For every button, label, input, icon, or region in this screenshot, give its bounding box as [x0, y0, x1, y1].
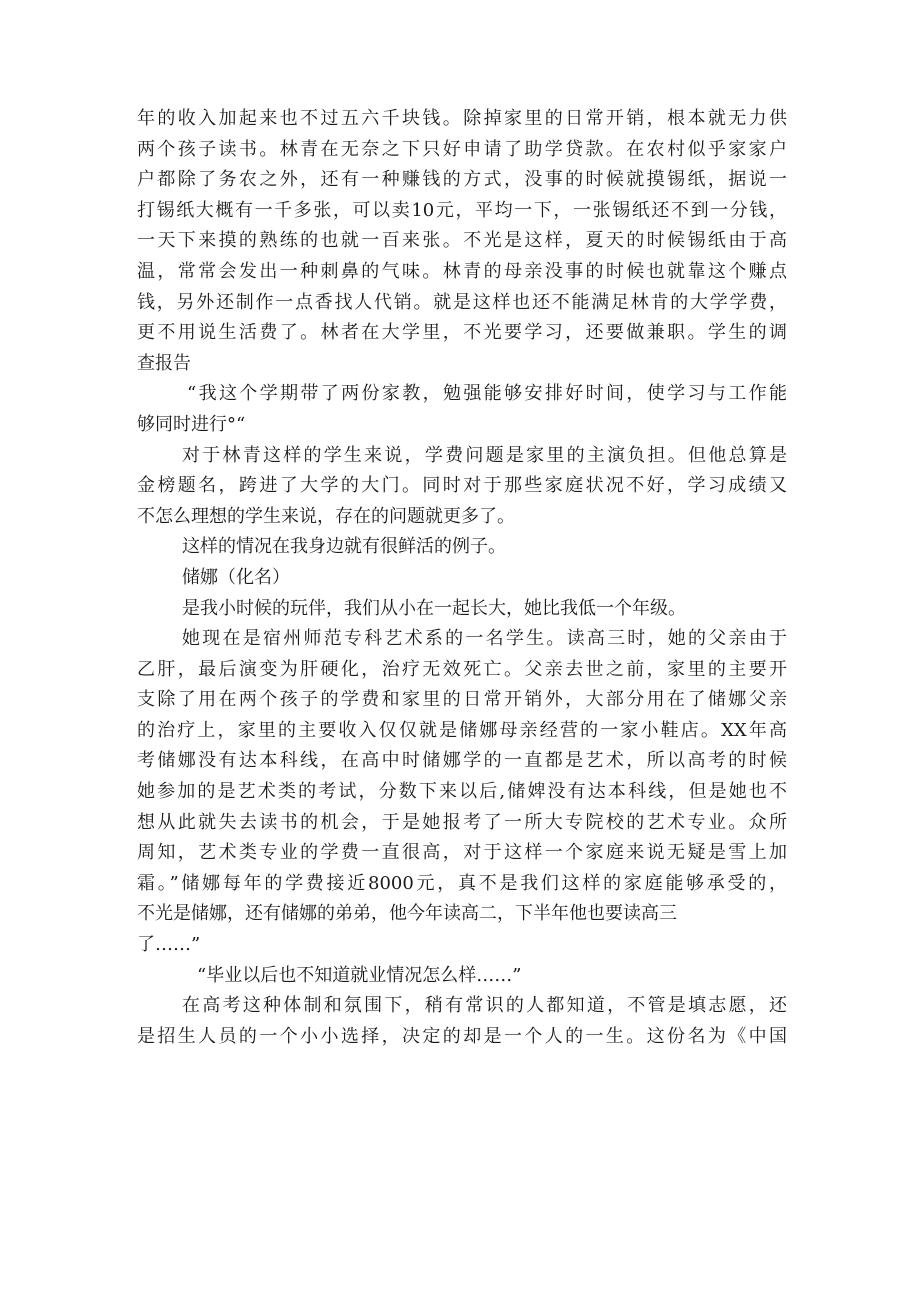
- text-line: 打锡纸大概有一千多张，可以卖10元，平均一下，一张锡纸还不到一分钱，: [137, 199, 787, 221]
- text-line: 够同时进行°“: [137, 413, 246, 435]
- text-line: 了……”: [137, 934, 201, 956]
- text-line: 是我小时候的玩伴，我们从小在一起长大，她比我低一个年级。: [182, 597, 686, 619]
- text-line: 在高考这种体制和氛围下，稍有常识的人都知道，不管是填志愿，还: [182, 995, 787, 1017]
- text-line: 金榜题名，跨进了大学的大门。同时对于那些家庭状况不好，学习成绩又: [137, 475, 787, 497]
- text-line: 户都除了务农之外，还有一种赚钱的方式，没事的时候就摸锡纸，据说一: [137, 169, 787, 191]
- text-line: 不怎么理想的学生来说，存在的问题就更多了。: [137, 505, 515, 527]
- text-line: 的治疗上，家里的主要收入仅仅就是储娜母亲经营的一家小鞋店。XX年高: [137, 719, 787, 741]
- text-line: 支除了用在两个孩子的学费和家里的日常开销外，大部分用在了储娜父亲: [137, 689, 787, 711]
- text-line: 钱，另外还制作一点香找人代销。就是这样也还不能满足林肯的大学学费，: [137, 291, 787, 313]
- text-line: 对于林青这样的学生来说，学费问题是家里的主演负担。但他总算是: [182, 444, 787, 466]
- text-line: 一天下来摸的熟练的也就一百来张。不光是这样，夏天的时候锡纸由于高: [137, 230, 787, 252]
- text-line: 周知，艺术类专业的学费一直很高，对于这样一个家庭来说无疑是雪上加: [137, 842, 787, 864]
- text-line: 是招生人员的一个小小选择，决定的却是一个人的一生。这份名为《中国: [137, 1025, 787, 1047]
- text-line: “我这个学期带了两份家教，勉强能够安排好时间，使学习与工作能: [187, 383, 787, 405]
- text-line: 霜。”储娜每年的学费接近8000元，真不是我们这样的家庭能够承受的，: [137, 872, 787, 894]
- text-line: 考储娜没有达本科线，在高中时储娜学的一直都是艺术，所以高考的时候: [137, 750, 787, 772]
- text-line: 更不用说生活费了。林者在大学里，不光要学习，还要做兼职。学生的调: [137, 322, 787, 344]
- text-line: 年的收入加起来也不过五六千块钱。除掉家里的日常开销，根本就无力供: [137, 108, 787, 129]
- text-line: 她参加的是艺术类的考试，分数下来以后,储婢没有达本科线，但是她也不: [137, 781, 787, 803]
- text-line: 想从此就失去读书的机会，于是她报考了一所大专院校的艺术专业。众所: [137, 811, 787, 833]
- text-line: “毕业以后也不知道就业情况怎么样……”: [197, 964, 522, 986]
- body-text: [137, 104, 787, 1052]
- text-line: 查报告: [137, 352, 191, 374]
- text-line: 两个孩子读书。林青在无奈之下只好申请了助学贷款。在农村似乎家家户: [137, 138, 787, 160]
- text-line: 不光是储娜，还有储娜的弟弟，他今年读高二，下半年他也要读高三: [137, 903, 677, 925]
- text-line: 乙肝，最后演变为肝硬化，治疗无效死亡。父亲去世之前，家里的主要开: [137, 658, 787, 680]
- text-line: 温，常常会发出一种刺鼻的气味。林青的母亲没事的时候也就靠这个赚点: [137, 260, 787, 282]
- text-line: 她现在是宿州师范专科艺术系的一名学生。读高三时，她的父亲由于: [182, 628, 787, 650]
- text-line: 储娜（化名）: [182, 566, 290, 588]
- text-line: 这样的情况在我身边就有很鲜活的例子。: [182, 536, 506, 558]
